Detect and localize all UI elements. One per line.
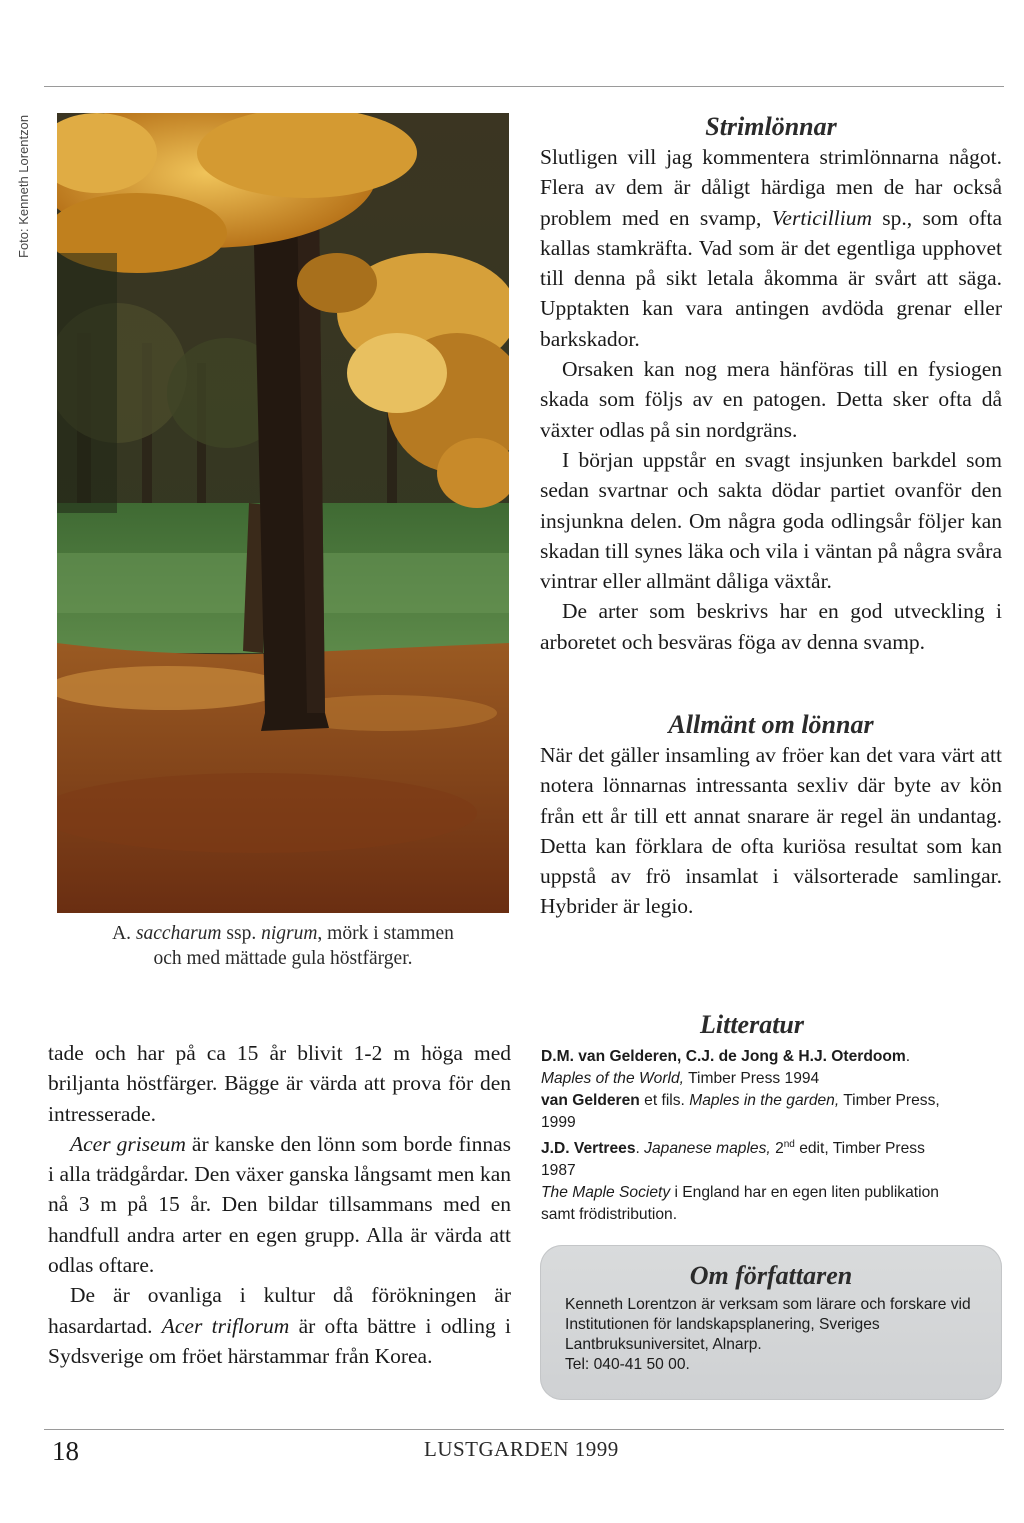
paragraph: Acer griseum är kanske den lönn som borde finnas i alla trädgårdar. Den växer ganska långsamt men kan nå 3 m på 15 år. Den bildar tillsammans med en handfull andra arter en egen grupp. Alla är värda att odlas oftare.: [48, 1131, 511, 1278]
section-strimlonnar: [540, 112, 1002, 657]
caption-line-2: och med mättade gula höstfärger.: [153, 948, 413, 969]
photo-caption: [57, 921, 509, 971]
literature-entry: van Gelderen et fils. Maples in the garden, Timber Press, 1999: [541, 1092, 940, 1131]
paragraph: De arter som beskrivs har en god utveckling i arboretet och besväras föga av denna svamp.: [540, 599, 1002, 654]
heading-author: Om författaren: [689, 1261, 853, 1290]
page-number: 18: [52, 1436, 79, 1466]
literature-entry: J.D. Vertrees. Japanese maples, 2nd edit, Timber Press 1987: [541, 1139, 925, 1180]
paragraph: I början uppstår en svagt insjunken barkdel som sedan svartnar och sakta dödar partiet ovanför den insjunkna delen. Om några goda odlingsår följer kan skadan till synes läka och vila i väntan på några svåra vintrar eller allmänt dåliga växtår.: [540, 447, 1002, 594]
author-phone: Tel: 040-41 50 00.: [565, 1356, 690, 1373]
paragraph: tade och har på ca 15 år blivit 1-2 m höga med briljanta höstfärger. Bägge är värda att prova för den intresserade.: [48, 1041, 511, 1126]
heading-strimlonnar: Strimlönnar: [705, 112, 837, 141]
literature-list: [541, 1046, 963, 1226]
tree-photo: [57, 113, 509, 913]
top-rule: [44, 86, 1004, 87]
paragraph: När det gäller insamling av fröer kan det vara värt att notera lönnarnas intressanta sexliv där byte av kön från ett år till ett annat snarare är regel än undantag. Detta kan förklara de ofta kuriösa resultat som kan uppstå av frö insamlat i välsorterade samlingar. Hybrider är legio.: [540, 743, 1002, 919]
author-box: [540, 1245, 1002, 1400]
footer-rule: [44, 1429, 1004, 1430]
author-bio: Kenneth Lorentzon är verksam som lärare och forskare vid Institutionen för landskapsplanering, Sveriges Lantbruksuniversitet, Alnarp. Tel: 040-41 50 00.: [540, 1291, 1002, 1375]
section-literature: [541, 1010, 963, 1226]
photo-credit: Foto: Kenneth Lorentzon: [16, 114, 31, 258]
heading-literature: Litteratur: [699, 1010, 804, 1039]
paragraph: Slutligen vill jag kommentera strimlönnarna något. Flera av dem är dåligt härdiga men de har också problem med en svamp, Verticillium sp., som ofta kallas stamkräfta. Vad som är det egentliga upphovet till denna på sikt letala åkomma är svårt att säga. Upptakten kan vara antingen avdöda grenar eller barkskador.: [540, 145, 1003, 351]
section-allmant: [540, 710, 1002, 922]
heading-allmant: Allmänt om lönnar: [668, 710, 874, 739]
paragraph: Orsaken kan nog mera hänföras till en fysiogen skada som följs av en patogen. Detta sker ofta då växter odlas på sin nordgräns.: [540, 357, 1002, 442]
caption-line-1: A. saccharum ssp. nigrum, mörk i stammen: [112, 923, 454, 944]
literature-entry: D.M. van Gelderen, C.J. de Jong & H.J. Oterdoom. Maples of the World, Timber Press 1994: [541, 1048, 911, 1087]
paragraph: De är ovanliga i kultur då förökningen är hasardartad. Acer triflorum är ofta bättre i odling i Sydsverige om fröet härstammar från Korea.: [48, 1283, 511, 1368]
literature-entry: The Maple Society i England har en egen liten publikation samt frödistribution.: [541, 1184, 939, 1224]
left-column-text: [48, 1038, 511, 1371]
magazine-name: LUSTGARDEN 1999: [424, 1437, 619, 1461]
